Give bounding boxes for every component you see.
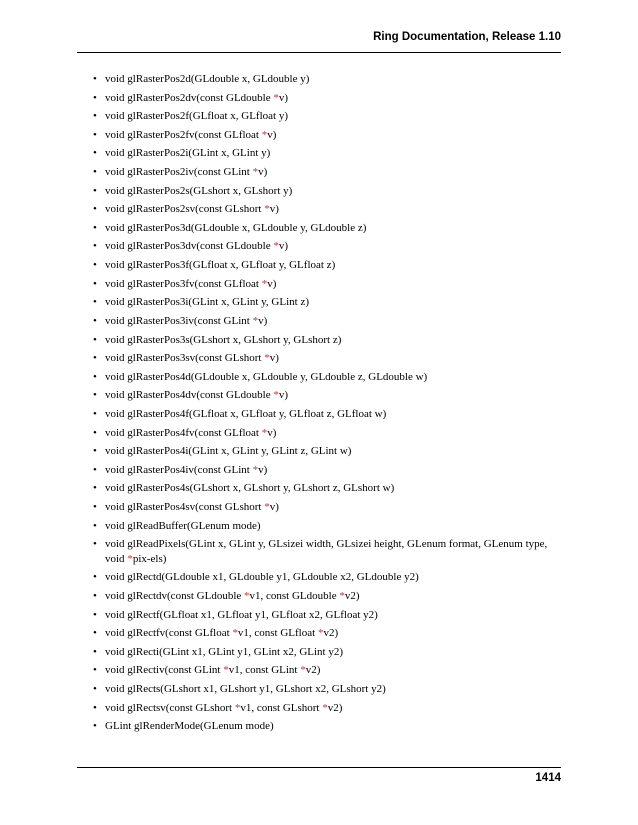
bullet-icon: •	[93, 519, 97, 532]
signature-text: void glRects(GLshort x1, GLshort y1, GLshort x2, GLshort y2)	[105, 683, 386, 695]
function-signature-item	[93, 277, 563, 292]
bullet-icon: •	[93, 259, 97, 272]
signature-text: void glRectd(GLdouble x1, GLdouble y1, GLdouble x2, GLdouble y2)	[105, 571, 419, 584]
signature-text: v2)	[327, 701, 343, 714]
page-number: 1414	[535, 772, 561, 784]
signature-text: v)	[269, 501, 279, 514]
function-signature-item	[93, 570, 563, 585]
signature-text: v)	[269, 352, 279, 365]
signature-text: void glReadPixels(GLint x, GLint y, GLsizei width, GLsizei height, GLenum format, GLenum type, void	[105, 538, 548, 565]
signature-text: void glRasterPos3iv(const GLint	[105, 314, 253, 327]
pointer-star: *	[244, 589, 250, 602]
signature-text: v)	[278, 91, 289, 104]
function-signature-item	[93, 589, 563, 604]
bullet-icon: •	[93, 110, 97, 123]
bullet-icon: •	[93, 664, 97, 677]
function-signature-item	[93, 481, 563, 496]
signature-text: void glRasterPos3fv(const GLfloat	[105, 277, 262, 290]
signature-text: v)	[269, 203, 279, 216]
pointer-star: *	[264, 203, 270, 216]
signature-text: void glRasterPos4iv(const GLint	[105, 463, 253, 476]
signature-text: void glRectiv(const GLint	[105, 664, 224, 677]
signature-text: v2)	[344, 589, 360, 602]
function-signature-item	[93, 370, 563, 385]
pointer-star: *	[317, 627, 324, 640]
bullet-icon: •	[93, 314, 97, 327]
function-signature-item	[93, 295, 563, 310]
function-signature-item	[93, 608, 563, 623]
bullet-icon: •	[93, 91, 97, 104]
bullet-icon: •	[93, 277, 97, 290]
function-signature-item	[93, 519, 563, 534]
signature-text: void glRasterPos2sv(const GLshort	[105, 203, 265, 216]
bullet-icon: •	[93, 683, 97, 695]
pointer-star: *	[127, 552, 133, 565]
signature-text: void glRasterPos3dv(const GLdouble	[105, 240, 274, 253]
function-signature-item	[93, 701, 563, 716]
bullet-icon: •	[93, 720, 97, 733]
function-signature-item	[93, 444, 563, 459]
pointer-star: *	[264, 352, 270, 365]
function-signature-item	[93, 645, 563, 660]
function-signature-item	[93, 407, 563, 422]
function-signature-item	[93, 239, 563, 254]
bullet-icon: •	[93, 627, 97, 640]
function-signature-item	[93, 91, 563, 106]
signature-text: void glRasterPos2d(GLdouble x, GLdouble y)	[105, 73, 310, 85]
function-signature-item	[93, 537, 563, 566]
signature-text: v)	[267, 277, 277, 290]
pointer-star: *	[232, 627, 238, 640]
signature-text: GLint glRenderMode(GLenum mode)	[105, 720, 274, 733]
signature-text: void glRasterPos2dv(const GLdouble	[105, 91, 274, 104]
bullet-icon: •	[93, 333, 97, 346]
function-signature-item	[93, 719, 563, 734]
signature-text: void glRasterPos4sv(const GLshort	[105, 501, 265, 514]
signature-text: void glRasterPos3sv(const GLshort	[105, 352, 265, 365]
pointer-star: *	[261, 128, 268, 141]
function-signature-list	[93, 72, 563, 738]
signature-text: void glRectfv(const GLfloat	[105, 627, 233, 640]
pointer-star: *	[234, 701, 241, 714]
function-signature-item	[93, 165, 563, 180]
signature-text: void glRasterPos2f(GLfloat x, GLfloat y)	[105, 110, 288, 123]
signature-text: v)	[267, 426, 277, 439]
signature-text: void glRasterPos3d(GLdouble x, GLdouble y, GLdouble z)	[105, 221, 367, 234]
function-signature-item	[93, 314, 563, 329]
footer-divider	[77, 767, 561, 768]
pointer-star: *	[252, 314, 259, 327]
function-signature-item	[93, 221, 563, 236]
bullet-icon: •	[93, 147, 97, 160]
bullet-icon: •	[93, 128, 97, 141]
signature-text: void glRectdv(const GLdouble	[105, 589, 245, 602]
function-signature-item	[93, 146, 563, 161]
function-signature-item	[93, 426, 563, 441]
signature-text: v)	[258, 463, 268, 476]
pointer-star: *	[261, 426, 268, 439]
signature-text: void glRasterPos3s(GLshort x, GLshort y, GLshort z)	[105, 333, 342, 346]
signature-text: void glRasterPos4dv(const GLdouble	[105, 389, 274, 402]
pointer-star: *	[264, 501, 270, 514]
bullet-icon: •	[93, 203, 97, 216]
bullet-icon: •	[93, 370, 97, 383]
signature-text: v)	[258, 166, 268, 179]
bullet-icon: •	[93, 184, 97, 197]
pointer-star: *	[273, 240, 279, 253]
signature-text: void glRasterPos4s(GLshort x, GLshort y, GLshort z, GLshort w)	[105, 482, 395, 495]
function-signature-item	[93, 128, 563, 143]
signature-text: void glRasterPos3f(GLfloat x, GLfloat y, GLfloat z)	[105, 259, 336, 272]
signature-text: void glRasterPos4f(GLfloat x, GLfloat y, GLfloat z, GLfloat w)	[105, 407, 387, 420]
function-signature-item	[93, 682, 563, 697]
pointer-star: *	[339, 589, 345, 602]
signature-text: v)	[258, 314, 268, 327]
function-signature-item	[93, 109, 563, 124]
pointer-star: *	[261, 277, 268, 290]
bullet-icon: •	[93, 501, 97, 514]
function-signature-item	[93, 202, 563, 217]
signature-text: void glRasterPos4i(GLint x, GLint y, GLint z, GLint w)	[105, 445, 352, 458]
function-signature-item	[93, 184, 563, 199]
signature-text: void glRasterPos2i(GLint x, GLint y)	[105, 147, 271, 160]
function-signature-item	[93, 333, 563, 348]
pointer-star: *	[322, 701, 328, 714]
signature-text: v2)	[305, 664, 321, 677]
signature-text: void glRasterPos2iv(const GLint	[105, 166, 253, 179]
bullet-icon: •	[93, 701, 97, 714]
bullet-icon: •	[93, 538, 97, 551]
header-divider	[77, 52, 561, 53]
bullet-icon: •	[93, 221, 97, 234]
bullet-icon: •	[93, 426, 97, 439]
bullet-icon: •	[93, 482, 97, 495]
signature-text: void glRasterPos4fv(const GLfloat	[105, 426, 262, 439]
signature-text: void glReadBuffer(GLenum mode)	[105, 519, 261, 532]
bullet-icon: •	[93, 407, 97, 420]
signature-text: void glRasterPos3i(GLint x, GLint y, GLint z)	[105, 296, 309, 309]
signature-text: v1, const GLshort	[240, 701, 323, 714]
signature-text: void glRasterPos2s(GLshort x, GLshort y)	[105, 184, 293, 197]
signature-text: v1, const GLdouble	[249, 589, 340, 602]
signature-text: void glRectf(GLfloat x1, GLfloat y1, GLfloat x2, GLfloat y2)	[105, 608, 378, 621]
pointer-star: *	[273, 389, 279, 402]
bullet-icon: •	[93, 352, 97, 365]
bullet-icon: •	[93, 73, 97, 85]
function-signature-item	[93, 258, 563, 273]
bullet-icon: •	[93, 608, 97, 621]
signature-text: void glRecti(GLint x1, GLint y1, GLint x2, GLint y2)	[105, 645, 344, 658]
bullet-icon: •	[93, 445, 97, 458]
pointer-star: *	[252, 166, 259, 179]
pointer-star: *	[300, 664, 306, 677]
signature-text: void glRasterPos4d(GLdouble x, GLdouble y, GLdouble z, GLdouble w)	[105, 370, 428, 383]
signature-text: v)	[278, 240, 289, 253]
function-signature-item	[93, 72, 563, 87]
function-signature-item	[93, 463, 563, 478]
function-signature-item	[93, 626, 563, 641]
bullet-icon: •	[93, 389, 97, 402]
signature-text: v1, const GLfloat	[237, 627, 318, 640]
signature-text: v)	[278, 389, 289, 402]
signature-text: void glRasterPos2fv(const GLfloat	[105, 128, 262, 141]
function-signature-item	[93, 500, 563, 515]
bullet-icon: •	[93, 296, 97, 309]
bullet-icon: •	[93, 240, 97, 253]
signature-text: pix-els)	[132, 552, 167, 565]
pointer-star: *	[252, 463, 259, 476]
pointer-star: *	[273, 91, 279, 104]
function-signature-item	[93, 351, 563, 366]
pointer-star: *	[223, 664, 229, 677]
bullet-icon: •	[93, 571, 97, 584]
signature-text: void glRectsv(const GLshort	[105, 701, 235, 714]
function-signature-item	[93, 663, 563, 678]
running-header-title: Ring Documentation, Release 1.10	[373, 31, 561, 43]
bullet-icon: •	[93, 463, 97, 476]
bullet-icon: •	[93, 645, 97, 658]
bullet-icon: •	[93, 589, 97, 602]
signature-text: v2)	[323, 627, 339, 640]
function-signature-item	[93, 388, 563, 403]
signature-text: v)	[267, 128, 277, 141]
bullet-icon: •	[93, 166, 97, 179]
signature-text: v1, const GLint	[228, 664, 301, 677]
